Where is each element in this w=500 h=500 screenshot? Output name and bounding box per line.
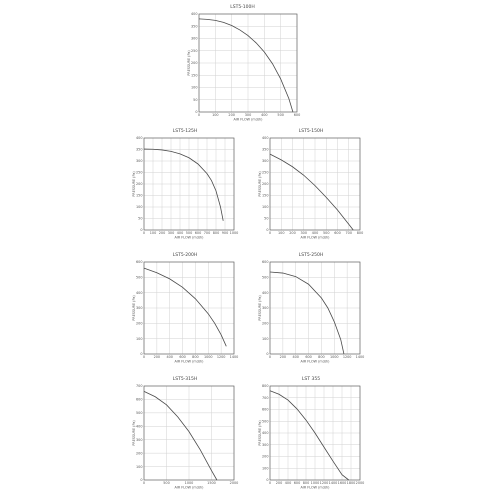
y-tick-label: 100 [262,205,269,210]
x-tick-label: 100 [278,231,285,235]
x-tick-label: 1800 [346,481,356,485]
y-tick-label: 0 [266,228,269,233]
y-tick-label: 600 [136,260,143,265]
x-tick-label: 0 [142,355,146,359]
y-tick-label: 200 [136,451,143,456]
chart-svg [132,384,238,494]
y-axis-label: PRESSURE (Pa) [258,171,262,197]
x-tick-label: 0 [268,231,272,235]
y-tick-label: 200 [136,182,143,187]
fan-curve-line [199,19,293,112]
x-tick-label: 200 [289,231,296,235]
x-tick-label: 0 [268,481,272,485]
x-tick-label: 1200 [342,355,352,359]
chart-title: LST5-150H [298,129,324,134]
x-tick-label: 700 [345,231,352,235]
y-tick-label: 300 [136,306,143,311]
x-tick-label: 1000 [229,231,239,235]
y-tick-label: 600 [136,397,143,402]
y-tick-label: 100 [262,466,269,471]
y-tick-label: 400 [262,136,269,141]
x-tick-label: 600 [293,113,301,117]
y-axis-label: PRESSURE (Pa) [187,50,191,76]
y-tick-label: 400 [136,424,143,429]
x-tick-label: 800 [356,231,364,235]
chart-svg [258,384,364,494]
x-tick-label: 600 [179,355,186,359]
y-tick-label: 50 [138,216,143,221]
grid-lines [199,14,297,112]
y-axis-label: PRESSURE (Pa) [132,420,136,446]
y-axis-label: PRESSURE (Pa) [258,420,262,446]
y-tick-label: 100 [262,336,269,341]
y-tick-label: 700 [136,384,143,389]
y-tick-label: 50 [193,97,198,102]
y-tick-label: 300 [191,36,198,41]
x-axis-label: AIR FLOW (m3/h) [174,485,204,490]
chart-panel-1 [185,4,300,126]
y-tick-label: 100 [191,85,198,90]
x-tick-label: 1400 [355,355,365,359]
y-tick-label: 0 [266,478,269,483]
x-tick-label: 1500 [207,481,216,485]
x-tick-label: 800 [212,231,220,235]
x-tick-label: 900 [221,231,229,235]
fan-curve-line [270,391,349,480]
x-tick-label: 200 [158,231,166,235]
chart-svg [132,136,238,244]
x-axis-label: AIR FLOW (m3/h) [300,235,330,240]
y-tick-label: 400 [191,12,198,17]
x-tick-label: 300 [167,231,175,235]
x-tick-label: 400 [176,231,184,235]
x-tick-label: 0 [197,113,201,117]
x-tick-label: 1000 [184,481,194,485]
chart-panel-5 [258,252,364,368]
y-tick-label: 600 [262,407,269,412]
y-tick-label: 250 [191,48,198,53]
x-tick-label: 600 [305,355,312,359]
y-tick-label: 200 [262,454,269,459]
y-tick-label: 500 [136,411,143,416]
x-tick-label: 200 [275,481,283,485]
chart-title: LST5-125H [172,129,198,134]
y-tick-label: 150 [136,193,143,198]
chart-title: LST5-315H [172,377,198,382]
chart-panel-6 [132,376,238,494]
x-tick-label: 1200 [319,481,329,485]
chart-panel-2 [132,128,238,244]
chart-title: LST 355 [301,377,321,382]
y-tick-label: 200 [262,182,269,187]
x-tick-label: 400 [311,231,319,235]
y-tick-label: 400 [262,290,269,295]
x-tick-label: 1400 [328,481,338,485]
x-tick-label: 400 [166,355,173,359]
x-axis-label: AIR FLOW (m3/h) [300,485,330,490]
x-tick-label: 1600 [337,481,347,485]
x-axis-label: AIR FLOW (m3/h) [174,359,204,364]
y-tick-label: 0 [140,352,143,357]
x-tick-label: 200 [279,355,287,359]
x-tick-label: 1000 [203,355,213,359]
y-tick-label: 350 [262,147,269,152]
y-tick-label: 150 [262,193,269,198]
x-tick-label: 500 [277,113,284,117]
x-tick-label: 100 [212,113,219,117]
y-tick-label: 100 [136,336,143,341]
y-tick-label: 200 [136,321,143,326]
x-tick-label: 500 [163,481,170,485]
x-axis-label: AIR FLOW (m3/h) [300,359,330,364]
y-tick-label: 250 [136,170,143,175]
chart-svg [185,12,300,126]
x-tick-label: 0 [142,231,146,235]
chart-svg [258,260,364,368]
y-tick-label: 500 [262,419,269,424]
x-tick-label: 2000 [355,481,365,485]
y-tick-label: 0 [140,478,143,483]
fan-curve-line [144,149,223,221]
chart-svg [258,136,364,244]
chart-title: LST5-100H [230,5,255,10]
y-tick-label: 0 [140,228,143,233]
chart-panel-3 [258,128,364,244]
y-tick-label: 300 [136,437,143,442]
x-tick-label: 200 [228,113,235,117]
chart-title: LST5-250H [298,253,324,258]
grid-lines [144,138,234,230]
y-tick-label: 0 [266,352,269,357]
y-tick-label: 300 [136,159,143,164]
y-tick-label: 350 [136,147,143,152]
y-tick-label: 50 [264,216,269,221]
x-axis-label: AIR FLOW (m3/h) [174,235,204,240]
x-axis-label: AIR FLOW (m3/h) [233,117,263,122]
grid-lines [270,138,360,230]
x-tick-label: 500 [323,231,330,235]
x-tick-label: 1000 [329,355,339,359]
y-tick-label: 150 [191,73,198,78]
x-tick-label: 800 [192,355,199,359]
y-axis-label: PRESSURE (Pa) [258,295,262,321]
y-tick-label: 500 [136,275,143,280]
x-tick-label: 400 [261,113,268,117]
x-tick-label: 800 [318,355,325,359]
chart-panel-7 [258,376,364,494]
grid-lines [144,386,234,480]
y-tick-label: 400 [262,431,269,436]
x-tick-label: 500 [185,231,193,235]
fan-curve-line [144,268,226,346]
y-tick-label: 200 [262,321,269,326]
fan-curve-line [270,272,344,354]
x-tick-label: 1400 [229,355,239,359]
x-tick-label: 600 [194,231,202,235]
y-axis-label: PRESSURE (Pa) [132,171,136,197]
y-tick-label: 250 [262,170,269,175]
x-tick-label: 400 [284,481,292,485]
y-axis-label: PRESSURE (Pa) [132,295,136,321]
x-tick-label: 200 [153,355,161,359]
x-tick-label: 700 [203,231,211,235]
x-tick-label: 1200 [216,355,226,359]
chart-panel-4 [132,252,238,368]
y-tick-label: 200 [191,61,198,66]
y-tick-label: 400 [136,290,143,295]
grid-lines [144,262,234,354]
x-tick-label: 300 [300,231,307,235]
y-tick-label: 800 [262,384,269,389]
x-tick-label: 0 [268,355,272,359]
x-tick-label: 300 [244,113,252,117]
y-tick-label: 700 [262,395,269,400]
y-tick-label: 500 [262,275,269,280]
y-tick-label: 300 [262,306,269,311]
y-tick-label: 300 [262,159,269,164]
y-tick-label: 600 [262,260,269,265]
x-tick-label: 100 [149,231,157,235]
y-tick-label: 400 [136,136,143,141]
y-tick-label: 300 [262,442,269,447]
x-tick-label: 600 [293,481,301,485]
y-tick-label: 350 [191,24,198,29]
chart-svg [132,260,238,368]
y-tick-label: 100 [136,464,143,469]
x-tick-label: 0 [142,481,146,485]
y-tick-label: 0 [195,110,198,115]
x-tick-label: 2000 [229,481,239,485]
x-tick-label: 1000 [310,481,320,485]
x-tick-label: 600 [334,231,341,235]
y-tick-label: 100 [136,205,143,210]
grid-lines [270,262,360,354]
x-tick-label: 400 [292,355,299,359]
chart-title: LST5-200H [172,253,198,258]
x-tick-label: 800 [302,481,310,485]
